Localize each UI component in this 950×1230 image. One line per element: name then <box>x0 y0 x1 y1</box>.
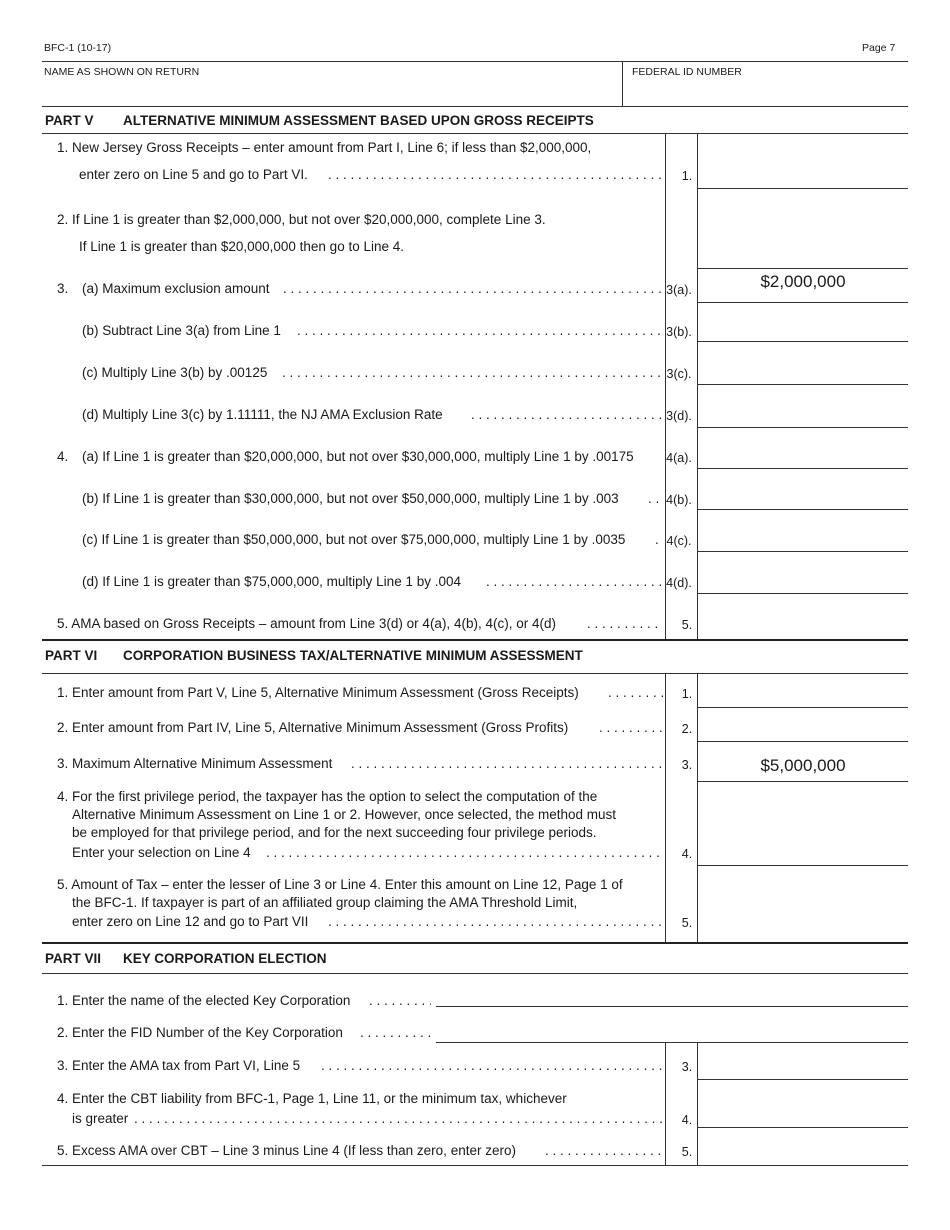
p6-line2-num: 2. <box>681 722 693 736</box>
leader-dots <box>266 845 663 860</box>
p5-line4b-box-rule <box>697 509 908 510</box>
p5-line3d-text: (d) Multiply Line 3(c) by 1.11111, the NJ AMA Exclusion Rate <box>82 407 443 422</box>
fid-label: FEDERAL ID NUMBER <box>632 66 742 78</box>
p7-line2-text: 2. Enter the FID Number of the Key Corporation <box>57 1025 343 1040</box>
key-corp-fid-field[interactable] <box>436 1022 908 1041</box>
p6-line2-text: 2. Enter amount from Part IV, Line 5, Alternative Minimum Assessment (Gross Profits) <box>57 720 569 735</box>
part5-linecol-left <box>665 133 666 639</box>
p7-line4-num: 4. <box>681 1113 693 1127</box>
part7-rule <box>42 973 908 974</box>
part7-label: PART VII <box>45 951 102 966</box>
part6-title: CORPORATION BUSINESS TAX/ALTERNATIVE MINIMUM ASSESSMENT <box>123 648 583 663</box>
p7-line1-underline <box>436 1006 908 1007</box>
p7-line3-text: 3. Enter the AMA tax from Part VI, Line 5 <box>57 1058 301 1073</box>
p7-line5-text: 5. Excess AMA over CBT – Line 3 minus Line 4 (If less than zero, enter zero) <box>57 1143 516 1158</box>
p5-line3d-amount-field[interactable] <box>699 387 907 425</box>
p6-line4-text-a: 4. For the first privilege period, the taxpayer has the option to select the computation of the <box>57 789 598 804</box>
leader-dots <box>283 281 663 296</box>
p5-line4d-amount-field[interactable] <box>699 554 907 591</box>
p5-line3a-num: 3(a). <box>666 283 692 297</box>
p6-line4-text-c: be employed for that privilege period, and for the next succeeding four privilege periods. <box>72 825 597 840</box>
part6-label: PART VI <box>45 648 98 663</box>
p5-line1-text-b: enter zero on Line 5 and go to Part VI. <box>79 167 308 182</box>
p5-line4b-amount-field[interactable] <box>699 471 907 507</box>
p7-line3-box-rule <box>697 1079 908 1080</box>
header-divider <box>622 61 623 106</box>
p5-line4c-num: 4(c). <box>666 534 692 548</box>
p5-line3a-box-rule <box>697 302 908 303</box>
p7-line4-box-rule <box>697 1127 908 1128</box>
p5-line5-num: 5. <box>681 618 693 632</box>
leader-dots <box>134 1111 663 1126</box>
part5-label: PART V <box>45 113 94 128</box>
p6-line5-text-c: enter zero on Line 12 and go to Part VII <box>72 914 309 929</box>
part6-linecol-right <box>697 673 698 942</box>
p6-line2-box-rule <box>697 741 908 742</box>
leader-dots <box>471 407 663 422</box>
part6-linecol-left <box>665 673 666 942</box>
p6-line5-text-b: the BFC-1. If taxpayer is part of an affiliated group claiming the AMA Threshold Limit, <box>72 895 578 910</box>
p5-line3b-text: (b) Subtract Line 3(a) from Line 1 <box>82 323 281 338</box>
p7-line4-text-a: 4. Enter the CBT liability from BFC-1, Page 1, Line 11, or the minimum tax, whichever <box>57 1091 567 1106</box>
p6-line5-amount-field[interactable] <box>699 868 907 940</box>
p7-line3-num: 3. <box>681 1060 693 1074</box>
leader-dots <box>587 616 663 631</box>
part5-rule <box>42 133 908 134</box>
p5-line2-text-b: If Line 1 is greater than $20,000,000 then go to Line 4. <box>79 239 404 254</box>
p5-line4b-num: 4(b). <box>666 493 692 507</box>
p5-line5-text: 5. AMA based on Gross Receipts – amount from Line 3(d) or 4(a), 4(b), 4(c), or 4(d) <box>57 616 556 631</box>
leader-dots <box>599 720 663 735</box>
p5-line3-prefix: 3. <box>57 281 69 296</box>
p7-line4-text-b: is greater <box>72 1111 129 1126</box>
p5-line1-amount-field[interactable] <box>699 136 907 186</box>
leader-dots <box>655 532 663 547</box>
part7-top-rule <box>42 942 908 944</box>
part5-title: ALTERNATIVE MINIMUM ASSESSMENT BASED UPON GROSS RECEIPTS <box>123 113 594 128</box>
leader-dots <box>486 574 663 589</box>
p5-line4a-num: 4(a). <box>666 451 692 465</box>
leader-dots <box>351 756 663 771</box>
leader-dots <box>328 167 662 182</box>
p5-line3c-amount-field[interactable] <box>699 344 907 382</box>
p6-line1-box-rule <box>697 707 908 708</box>
part6-rule <box>42 673 908 674</box>
p5-line4-prefix: 4. <box>57 449 69 464</box>
page-number: Page 7 <box>862 42 896 54</box>
p5-line4a-text: (a) If Line 1 is greater than $20,000,000, but not over $30,000,000, multiply Line 1 by .00175 <box>82 449 634 464</box>
p5-line3c-num: 3(c). <box>666 367 692 381</box>
key-corp-name-field[interactable] <box>436 987 908 1005</box>
p6-line3-num: 3. <box>681 758 693 772</box>
p6-line2-amount-field[interactable] <box>699 710 907 739</box>
p7-line3-amount-field[interactable] <box>699 1045 907 1077</box>
p5-line1-num: 1. <box>681 169 693 183</box>
p7-line1-text: 1. Enter the name of the elected Key Corporation <box>57 993 351 1008</box>
p5-line3c-text: (c) Multiply Line 3(b) by .00125 <box>82 365 268 380</box>
p5-line3b-box-rule <box>697 341 908 342</box>
part6-top-rule <box>42 639 908 641</box>
p5-line4c-amount-field[interactable] <box>699 512 907 549</box>
p6-line4-text-b: Alternative Minimum Assessment on Line 1 or 2. However, once selected, the method must <box>72 807 617 822</box>
p6-line4-box-rule <box>697 865 908 866</box>
leader-dots <box>328 914 663 929</box>
fid-field[interactable] <box>632 80 902 104</box>
form-bottom-rule <box>42 1165 908 1166</box>
p6-line5-num: 5. <box>681 916 693 930</box>
p5-line1-text-a: 1. New Jersey Gross Receipts – enter amount from Part I, Line 6; if less than $2,000,000, <box>57 140 592 155</box>
p5-line5-amount-field[interactable] <box>699 596 907 637</box>
p6-line3-text: 3. Maximum Alternative Minimum Assessment <box>57 756 333 771</box>
p6-line4-text-d: Enter your selection on Line 4 <box>72 845 251 860</box>
header-rule <box>42 61 908 62</box>
p7-line5-num: 5. <box>681 1145 693 1159</box>
p7-line2-underline <box>436 1042 908 1043</box>
p5-line4c-text: (c) If Line 1 is greater than $50,000,000, but not over $75,000,000, multiply Line 1 by .0035 <box>82 532 626 547</box>
header-bottom-rule <box>42 106 908 107</box>
p7-line5-amount-field[interactable] <box>699 1130 907 1163</box>
p5-line3b-amount-field[interactable] <box>699 305 907 339</box>
p5-line2-text-a: 2. If Line 1 is greater than $2,000,000, but not over $20,000,000, complete Line 3. <box>57 212 546 227</box>
p5-line4c-box-rule <box>697 551 908 552</box>
p5-line3d-box-rule <box>697 427 908 428</box>
leader-dots <box>321 1058 663 1073</box>
part7-title: KEY CORPORATION ELECTION <box>123 951 327 966</box>
name-field[interactable] <box>44 80 618 104</box>
leader-dots <box>360 1025 431 1040</box>
p5-line4a-box-rule <box>697 468 908 469</box>
leader-dots <box>369 993 431 1008</box>
part5-linecol-right <box>697 133 698 639</box>
p6-line1-text: 1. Enter amount from Part V, Line 5, Alternative Minimum Assessment (Gross Receipts) <box>57 685 579 700</box>
leader-dots <box>545 1143 663 1158</box>
p6-line3-box-rule <box>697 781 908 782</box>
p5-line4d-text: (d) If Line 1 is greater than $75,000,000, multiply Line 1 by .004 <box>82 574 461 589</box>
name-label: NAME AS SHOWN ON RETURN <box>44 66 200 78</box>
p6-line1-amount-field[interactable] <box>699 676 907 706</box>
p6-line3-amount: $5,000,000 <box>760 756 846 775</box>
p6-line5-text-a: 5. Amount of Tax – enter the lesser of Line 3 or Line 4. Enter this amount on Line 12, Page 1 of <box>57 877 623 892</box>
p5-line4b-text: (b) If Line 1 is greater than $30,000,000, but not over $50,000,000, multiply Line 1 by .003 <box>82 491 619 506</box>
form-id: BFC-1 (10-17) <box>44 42 112 54</box>
p5-line3b-num: 3(b). <box>666 325 692 339</box>
p5-line3c-box-rule <box>697 384 908 385</box>
p5-line3a-text: (a) Maximum exclusion amount <box>82 281 270 296</box>
leader-dots <box>608 685 663 700</box>
p5-line2-box-rule <box>697 268 908 269</box>
p6-line1-num: 1. <box>681 687 693 701</box>
p5-line4d-num: 4(d). <box>666 576 692 590</box>
p5-line3a-amount: $2,000,000 <box>760 272 846 291</box>
p6-line4-amount-field[interactable] <box>699 784 907 863</box>
leader-dots <box>648 491 663 506</box>
p5-line3d-num: 3(d). <box>666 409 692 423</box>
p5-line4a-amount-field[interactable] <box>699 430 907 466</box>
p6-line4-num: 4. <box>681 847 693 861</box>
p7-line4-amount-field[interactable] <box>699 1082 907 1125</box>
p5-line4d-box-rule <box>697 593 908 594</box>
leader-dots <box>297 323 663 338</box>
part7-linecol-left <box>665 1043 666 1165</box>
p5-line1-box-rule <box>697 188 908 189</box>
leader-dots <box>282 365 663 380</box>
